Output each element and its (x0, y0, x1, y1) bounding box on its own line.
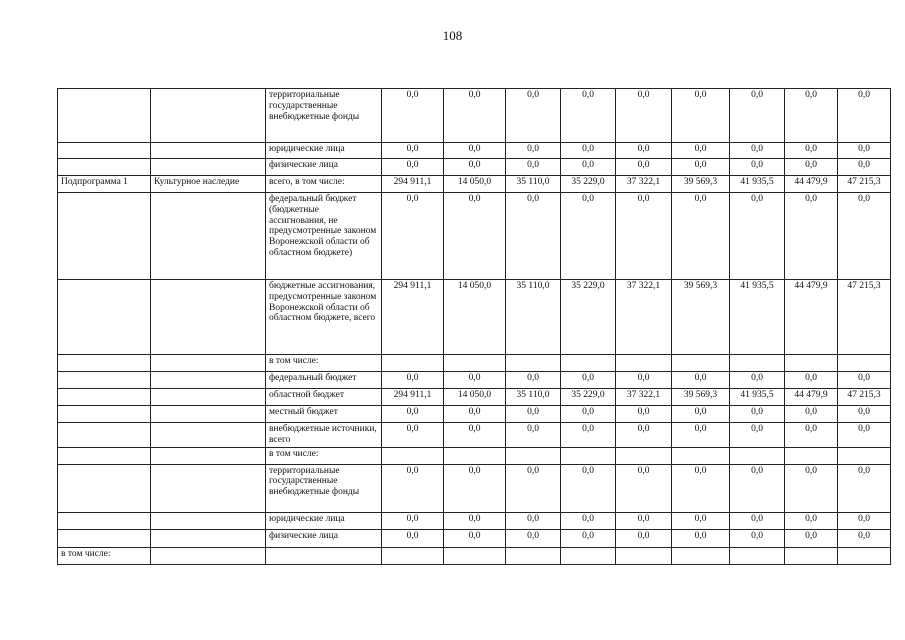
value-cell: 0,0 (506, 406, 561, 423)
value-cell: 0,0 (838, 529, 891, 547)
value-cell: 294 911,1 (382, 280, 444, 355)
value-cell: 0,0 (838, 372, 891, 389)
program-cell (58, 406, 151, 423)
value-cell: 14 050,0 (444, 176, 506, 193)
value-cell: 47 215,3 (838, 280, 891, 355)
budget-table (57, 88, 891, 565)
value-cell: 0,0 (506, 372, 561, 389)
name-cell (151, 512, 266, 529)
value-cell (382, 447, 444, 464)
value-cell: 0,0 (561, 464, 616, 512)
value-cell: 0,0 (444, 89, 506, 143)
value-cell: 0,0 (785, 423, 838, 448)
value-cell (730, 447, 785, 464)
value-cell: 35 110,0 (506, 280, 561, 355)
program-cell (58, 143, 151, 159)
value-cell: 0,0 (616, 406, 672, 423)
source-label-cell: всего, в том числе: (266, 176, 382, 193)
table-row (58, 355, 891, 372)
value-cell: 47 215,3 (838, 176, 891, 193)
value-cell: 0,0 (561, 159, 616, 176)
value-cell: 0,0 (616, 372, 672, 389)
name-cell (151, 406, 266, 423)
value-cell: 14 050,0 (444, 389, 506, 406)
source-label-cell: территориальные государственные внебюджетные фонды (266, 89, 382, 143)
source-label-cell: в том числе: (266, 447, 382, 464)
name-cell: Культурное наследие (151, 176, 266, 193)
value-cell (616, 355, 672, 372)
value-cell: 0,0 (838, 193, 891, 280)
value-cell: 0,0 (730, 143, 785, 159)
value-cell: 0,0 (838, 89, 891, 143)
value-cell: 0,0 (382, 143, 444, 159)
value-cell: 0,0 (506, 89, 561, 143)
value-cell (672, 355, 730, 372)
name-cell (151, 280, 266, 355)
value-cell (616, 447, 672, 464)
value-cell: 0,0 (444, 159, 506, 176)
program-cell (58, 159, 151, 176)
table-row (58, 406, 891, 423)
value-cell (561, 547, 616, 564)
program-cell (58, 512, 151, 529)
value-cell: 0,0 (616, 529, 672, 547)
value-cell: 0,0 (785, 512, 838, 529)
value-cell: 35 110,0 (506, 176, 561, 193)
table-row (58, 176, 891, 193)
value-cell: 39 569,3 (672, 389, 730, 406)
name-cell (151, 389, 266, 406)
value-cell: 35 229,0 (561, 176, 616, 193)
name-cell (151, 447, 266, 464)
value-cell: 0,0 (672, 159, 730, 176)
value-cell (785, 355, 838, 372)
source-label-cell: территориальные государственные внебюджетные фонды (266, 464, 382, 512)
value-cell: 0,0 (672, 406, 730, 423)
value-cell (672, 447, 730, 464)
page-number: 108 (442, 28, 463, 43)
source-label-cell: внебюджетные источники, всего (266, 423, 382, 448)
name-cell (151, 193, 266, 280)
source-label-cell: областной бюджет (266, 389, 382, 406)
value-cell: 0,0 (561, 406, 616, 423)
value-cell: 0,0 (506, 529, 561, 547)
value-cell: 0,0 (444, 423, 506, 448)
value-cell: 0,0 (730, 89, 785, 143)
table-row (58, 159, 891, 176)
program-cell (58, 193, 151, 280)
value-cell: 44 479,9 (785, 389, 838, 406)
value-cell: 0,0 (506, 423, 561, 448)
value-cell (838, 447, 891, 464)
source-label-cell: юридические лица (266, 512, 382, 529)
value-cell: 37 322,1 (616, 280, 672, 355)
value-cell: 0,0 (506, 512, 561, 529)
value-cell (382, 547, 444, 564)
value-cell: 0,0 (785, 372, 838, 389)
program-cell (58, 423, 151, 448)
value-cell (444, 447, 506, 464)
value-cell: 0,0 (730, 159, 785, 176)
value-cell: 0,0 (506, 464, 561, 512)
value-cell: 0,0 (444, 143, 506, 159)
table-row (58, 193, 891, 280)
value-cell: 41 935,5 (730, 176, 785, 193)
value-cell: 0,0 (730, 193, 785, 280)
value-cell: 294 911,1 (382, 389, 444, 406)
value-cell: 44 479,9 (785, 280, 838, 355)
value-cell: 0,0 (444, 406, 506, 423)
value-cell: 0,0 (672, 512, 730, 529)
name-cell (151, 143, 266, 159)
value-cell: 0,0 (785, 89, 838, 143)
value-cell: 14 050,0 (444, 280, 506, 355)
name-cell (151, 464, 266, 512)
program-cell (58, 355, 151, 372)
value-cell: 0,0 (730, 372, 785, 389)
value-cell: 0,0 (444, 193, 506, 280)
name-cell (151, 89, 266, 143)
value-cell: 44 479,9 (785, 176, 838, 193)
value-cell (506, 355, 561, 372)
value-cell: 39 569,3 (672, 176, 730, 193)
program-cell (58, 372, 151, 389)
value-cell (838, 547, 891, 564)
value-cell: 41 935,5 (730, 389, 785, 406)
program-cell: в том числе: (58, 547, 151, 564)
source-label-cell: местный бюджет (266, 406, 382, 423)
source-label-cell: федеральный бюджет (266, 372, 382, 389)
value-cell: 0,0 (730, 464, 785, 512)
value-cell: 0,0 (382, 512, 444, 529)
value-cell: 0,0 (730, 512, 785, 529)
name-cell (151, 372, 266, 389)
value-cell: 0,0 (672, 193, 730, 280)
table-row (58, 143, 891, 159)
value-cell: 0,0 (672, 89, 730, 143)
name-cell (151, 529, 266, 547)
table-row (58, 529, 891, 547)
value-cell: 0,0 (785, 159, 838, 176)
value-cell (506, 447, 561, 464)
value-cell: 35 229,0 (561, 280, 616, 355)
value-cell: 0,0 (838, 512, 891, 529)
name-cell (151, 423, 266, 448)
value-cell: 0,0 (785, 529, 838, 547)
value-cell: 0,0 (382, 529, 444, 547)
value-cell: 0,0 (382, 464, 444, 512)
program-cell (58, 280, 151, 355)
value-cell: 0,0 (672, 143, 730, 159)
value-cell (561, 355, 616, 372)
value-cell (444, 547, 506, 564)
value-cell: 39 569,3 (672, 280, 730, 355)
name-cell (151, 159, 266, 176)
table-row (58, 464, 891, 512)
value-cell: 0,0 (382, 159, 444, 176)
value-cell: 0,0 (444, 529, 506, 547)
source-label-cell: в том числе: (266, 355, 382, 372)
table-row (58, 447, 891, 464)
value-cell (838, 355, 891, 372)
value-cell: 0,0 (838, 423, 891, 448)
value-cell: 0,0 (444, 464, 506, 512)
value-cell: 0,0 (730, 423, 785, 448)
value-cell: 294 911,1 (382, 176, 444, 193)
value-cell: 0,0 (616, 143, 672, 159)
program-cell (58, 464, 151, 512)
value-cell: 0,0 (444, 372, 506, 389)
source-label-cell: федеральный бюджет (бюджетные ассигнования, не предусмотренные законом Воронежской области об областном бюджете) (266, 193, 382, 280)
value-cell: 0,0 (561, 89, 616, 143)
value-cell: 0,0 (730, 529, 785, 547)
name-cell (151, 355, 266, 372)
value-cell: 0,0 (506, 159, 561, 176)
value-cell (506, 547, 561, 564)
value-cell: 0,0 (616, 159, 672, 176)
value-cell (444, 355, 506, 372)
value-cell: 0,0 (382, 406, 444, 423)
value-cell (672, 547, 730, 564)
value-cell: 0,0 (838, 143, 891, 159)
value-cell: 35 229,0 (561, 389, 616, 406)
value-cell: 0,0 (616, 193, 672, 280)
value-cell: 0,0 (616, 464, 672, 512)
value-cell (730, 547, 785, 564)
value-cell: 0,0 (561, 512, 616, 529)
value-cell (616, 547, 672, 564)
value-cell: 0,0 (672, 529, 730, 547)
value-cell: 0,0 (561, 372, 616, 389)
value-cell: 37 322,1 (616, 389, 672, 406)
value-cell: 0,0 (672, 372, 730, 389)
value-cell: 35 110,0 (506, 389, 561, 406)
value-cell: 0,0 (506, 143, 561, 159)
source-label-cell (266, 547, 382, 564)
table-row (58, 389, 891, 406)
value-cell: 0,0 (730, 406, 785, 423)
name-cell (151, 547, 266, 564)
program-cell (58, 529, 151, 547)
value-cell: 0,0 (785, 406, 838, 423)
source-label-cell: юридические лица (266, 143, 382, 159)
value-cell: 0,0 (672, 464, 730, 512)
table-row (58, 512, 891, 529)
table-row (58, 547, 891, 564)
program-cell: Подпрограмма 1 (58, 176, 151, 193)
value-cell: 0,0 (616, 512, 672, 529)
value-cell: 0,0 (382, 372, 444, 389)
source-label-cell: физические лица (266, 159, 382, 176)
table-row (58, 89, 891, 143)
value-cell (785, 447, 838, 464)
value-cell (730, 355, 785, 372)
value-cell: 0,0 (785, 464, 838, 512)
source-label-cell: физические лица (266, 529, 382, 547)
value-cell (561, 447, 616, 464)
value-cell: 37 322,1 (616, 176, 672, 193)
value-cell: 0,0 (785, 143, 838, 159)
value-cell: 0,0 (382, 193, 444, 280)
program-cell (58, 89, 151, 143)
value-cell: 0,0 (506, 193, 561, 280)
value-cell: 0,0 (616, 89, 672, 143)
value-cell: 0,0 (616, 423, 672, 448)
table-row (58, 423, 891, 448)
value-cell: 0,0 (672, 423, 730, 448)
table-row (58, 372, 891, 389)
table-row (58, 280, 891, 355)
value-cell: 0,0 (561, 423, 616, 448)
value-cell: 0,0 (838, 406, 891, 423)
program-cell (58, 447, 151, 464)
value-cell: 0,0 (785, 193, 838, 280)
value-cell: 0,0 (838, 464, 891, 512)
source-label-cell: бюджетные ассигнования, предусмотренные законом Воронежской области об областном бюджете, всего (266, 280, 382, 355)
value-cell: 0,0 (561, 193, 616, 280)
value-cell: 0,0 (444, 512, 506, 529)
value-cell: 41 935,5 (730, 280, 785, 355)
program-cell (58, 389, 151, 406)
value-cell (785, 547, 838, 564)
value-cell: 0,0 (561, 143, 616, 159)
value-cell: 0,0 (838, 159, 891, 176)
value-cell: 47 215,3 (838, 389, 891, 406)
value-cell (382, 355, 444, 372)
value-cell: 0,0 (382, 423, 444, 448)
value-cell: 0,0 (382, 89, 444, 143)
value-cell: 0,0 (561, 529, 616, 547)
